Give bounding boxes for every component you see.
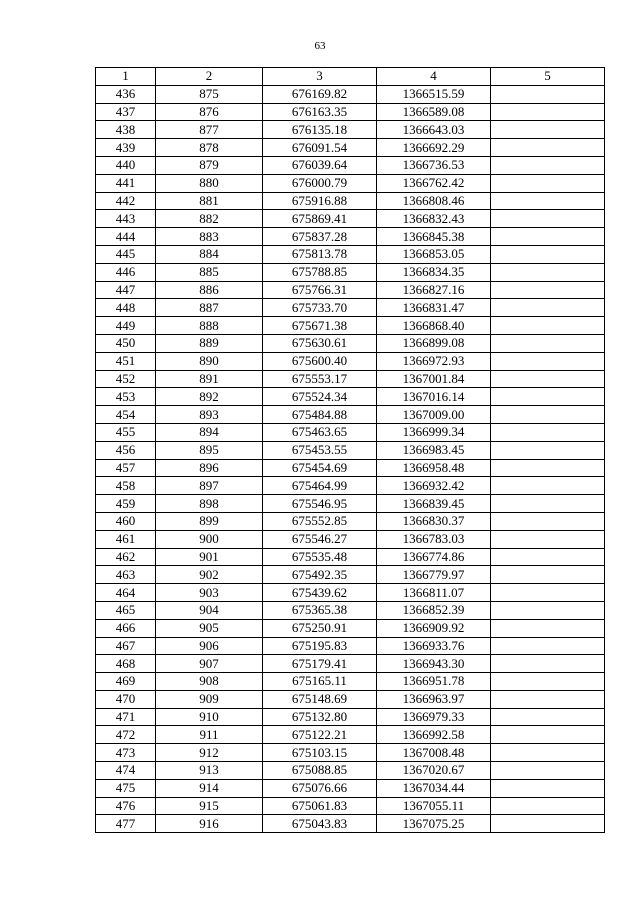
table-cell-col-2: 904 [156, 601, 263, 619]
table-cell-col-4: 1366932.42 [377, 477, 491, 495]
table-cell-col-2: 906 [156, 637, 263, 655]
table-cell-col-3: 676135.18 [263, 121, 377, 139]
table-cell-col-1: 463 [96, 566, 156, 584]
table-cell-col-4: 1366808.46 [377, 192, 491, 210]
table-cell-col-2: 879 [156, 156, 263, 174]
table-cell-col-5 [491, 210, 605, 228]
table-cell-col-2: 901 [156, 548, 263, 566]
table-cell-col-2: 908 [156, 673, 263, 691]
table-cell-col-2: 883 [156, 228, 263, 246]
table-cell-col-1: 470 [96, 690, 156, 708]
table-cell-col-3: 675195.83 [263, 637, 377, 655]
table-cell-col-5 [491, 566, 605, 584]
table-cell-col-1: 439 [96, 139, 156, 157]
table-cell-col-3: 675250.91 [263, 619, 377, 637]
table-cell-col-5 [491, 139, 605, 157]
table-cell-col-5 [491, 477, 605, 495]
column-header-5: 5 [491, 68, 605, 86]
table-cell-col-1: 462 [96, 548, 156, 566]
table-cell-col-3: 676169.82 [263, 85, 377, 103]
table-cell-col-2: 882 [156, 210, 263, 228]
table-cell-col-1: 448 [96, 299, 156, 317]
table-cell-col-4: 1366899.08 [377, 334, 491, 352]
table-row [96, 156, 605, 174]
table-cell-col-3: 675813.78 [263, 245, 377, 263]
table-cell-col-5 [491, 406, 605, 424]
table-cell-col-5 [491, 192, 605, 210]
table-header-row [96, 68, 605, 86]
table-cell-col-4: 1366963.97 [377, 690, 491, 708]
table-cell-col-4: 1367075.25 [377, 815, 491, 833]
table-cell-col-5 [491, 228, 605, 246]
table-cell-col-4: 1367034.44 [377, 779, 491, 797]
table-cell-col-2: 898 [156, 495, 263, 513]
column-header-3: 3 [263, 68, 377, 86]
table-cell-col-2: 913 [156, 762, 263, 780]
table-cell-col-5 [491, 708, 605, 726]
table-row [96, 779, 605, 797]
table-row [96, 406, 605, 424]
table-cell-col-5 [491, 299, 605, 317]
table-cell-col-3: 675552.85 [263, 512, 377, 530]
table-cell-col-1: 476 [96, 797, 156, 815]
table-cell-col-1: 451 [96, 352, 156, 370]
table-cell-col-2: 897 [156, 477, 263, 495]
table-cell-col-1: 475 [96, 779, 156, 797]
table-cell-col-3: 675453.55 [263, 441, 377, 459]
table-cell-col-2: 907 [156, 655, 263, 673]
table-cell-col-4: 1367020.67 [377, 762, 491, 780]
table-row [96, 228, 605, 246]
table-cell-col-2: 914 [156, 779, 263, 797]
table-cell-col-5 [491, 174, 605, 192]
table-body [96, 85, 605, 832]
table-cell-col-5 [491, 352, 605, 370]
table-cell-col-4: 1366834.35 [377, 263, 491, 281]
table-cell-col-5 [491, 334, 605, 352]
table-row [96, 495, 605, 513]
table-cell-col-2: 881 [156, 192, 263, 210]
table-cell-col-2: 895 [156, 441, 263, 459]
table-cell-col-3: 675630.61 [263, 334, 377, 352]
table-cell-col-1: 446 [96, 263, 156, 281]
table-cell-col-3: 675061.83 [263, 797, 377, 815]
table-cell-col-5 [491, 441, 605, 459]
table-cell-col-1: 441 [96, 174, 156, 192]
table-cell-col-2: 878 [156, 139, 263, 157]
coordinates-table [95, 67, 605, 833]
table-cell-col-4: 1367016.14 [377, 388, 491, 406]
table-cell-col-1: 468 [96, 655, 156, 673]
table-cell-col-2: 889 [156, 334, 263, 352]
table-row [96, 762, 605, 780]
table-row [96, 263, 605, 281]
table-cell-col-4: 1366999.34 [377, 423, 491, 441]
table-cell-col-3: 675733.70 [263, 299, 377, 317]
table-cell-col-3: 675088.85 [263, 762, 377, 780]
table-row [96, 477, 605, 495]
table-cell-col-4: 1366909.92 [377, 619, 491, 637]
table-cell-col-5 [491, 584, 605, 602]
table-cell-col-1: 467 [96, 637, 156, 655]
table-cell-col-4: 1366692.29 [377, 139, 491, 157]
table-cell-col-2: 902 [156, 566, 263, 584]
table-cell-col-1: 449 [96, 317, 156, 335]
table-cell-col-5 [491, 121, 605, 139]
table-row [96, 530, 605, 548]
table-cell-col-4: 1366830.37 [377, 512, 491, 530]
table-cell-col-5 [491, 655, 605, 673]
table-cell-col-4: 1366951.78 [377, 673, 491, 691]
table-row [96, 673, 605, 691]
table-cell-col-2: 890 [156, 352, 263, 370]
table-cell-col-3: 675766.31 [263, 281, 377, 299]
table-row [96, 139, 605, 157]
table-cell-col-4: 1366515.59 [377, 85, 491, 103]
table-cell-col-3: 675546.27 [263, 530, 377, 548]
table-cell-col-3: 675553.17 [263, 370, 377, 388]
table-cell-col-5 [491, 388, 605, 406]
table-cell-col-1: 465 [96, 601, 156, 619]
table-cell-col-2: 880 [156, 174, 263, 192]
table-cell-col-5 [491, 726, 605, 744]
table-cell-col-5 [491, 815, 605, 833]
table-cell-col-5 [491, 423, 605, 441]
table-cell-col-4: 1366979.33 [377, 708, 491, 726]
table-cell-col-2: 877 [156, 121, 263, 139]
table-row [96, 370, 605, 388]
table-cell-col-4: 1366852.39 [377, 601, 491, 619]
table-cell-col-1: 477 [96, 815, 156, 833]
table-cell-col-1: 452 [96, 370, 156, 388]
table-cell-col-1: 461 [96, 530, 156, 548]
table-cell-col-3: 675463.65 [263, 423, 377, 441]
table-cell-col-3: 676000.79 [263, 174, 377, 192]
table-row [96, 797, 605, 815]
table-cell-col-2: 915 [156, 797, 263, 815]
table-row [96, 566, 605, 584]
table-cell-col-5 [491, 495, 605, 513]
table-cell-col-3: 675916.88 [263, 192, 377, 210]
table-row [96, 192, 605, 210]
table-cell-col-5 [491, 245, 605, 263]
table-cell-col-2: 896 [156, 459, 263, 477]
table-cell-col-4: 1366779.97 [377, 566, 491, 584]
table-row [96, 174, 605, 192]
table-cell-col-4: 1367008.48 [377, 744, 491, 762]
table-row [96, 548, 605, 566]
table-cell-col-4: 1366832.43 [377, 210, 491, 228]
table-cell-col-2: 899 [156, 512, 263, 530]
table-cell-col-4: 1367055.11 [377, 797, 491, 815]
table-cell-col-3: 675103.15 [263, 744, 377, 762]
table-cell-col-4: 1366933.76 [377, 637, 491, 655]
table-cell-col-2: 884 [156, 245, 263, 263]
table-cell-col-5 [491, 85, 605, 103]
table-cell-col-5 [491, 459, 605, 477]
table-cell-col-3: 675365.38 [263, 601, 377, 619]
table-cell-col-3: 675076.66 [263, 779, 377, 797]
table-cell-col-3: 675671.38 [263, 317, 377, 335]
table-cell-col-4: 1366783.03 [377, 530, 491, 548]
table-cell-col-3: 675148.69 [263, 690, 377, 708]
table-row [96, 245, 605, 263]
table-row [96, 103, 605, 121]
table-cell-col-1: 450 [96, 334, 156, 352]
table-cell-col-4: 1366853.05 [377, 245, 491, 263]
table-cell-col-3: 675535.48 [263, 548, 377, 566]
table-cell-col-4: 1366958.48 [377, 459, 491, 477]
table-cell-col-5 [491, 548, 605, 566]
table-cell-col-3: 675132.80 [263, 708, 377, 726]
table-row [96, 423, 605, 441]
column-header-2: 2 [156, 68, 263, 86]
table-row [96, 299, 605, 317]
table-row [96, 121, 605, 139]
column-header-4: 4 [377, 68, 491, 86]
table-cell-col-2: 876 [156, 103, 263, 121]
table-cell-col-5 [491, 263, 605, 281]
table-cell-col-3: 675484.88 [263, 406, 377, 424]
table-cell-col-2: 909 [156, 690, 263, 708]
table-cell-col-4: 1366736.53 [377, 156, 491, 174]
table-cell-col-4: 1366983.45 [377, 441, 491, 459]
table-cell-col-2: 885 [156, 263, 263, 281]
table-cell-col-4: 1367009.00 [377, 406, 491, 424]
table-cell-col-2: 911 [156, 726, 263, 744]
table-cell-col-3: 676163.35 [263, 103, 377, 121]
table-cell-col-5 [491, 744, 605, 762]
table-cell-col-1: 464 [96, 584, 156, 602]
table-cell-col-2: 912 [156, 744, 263, 762]
table-row [96, 441, 605, 459]
table-cell-col-5 [491, 779, 605, 797]
table-cell-col-4: 1366827.16 [377, 281, 491, 299]
table-cell-col-4: 1366943.30 [377, 655, 491, 673]
table-cell-col-2: 905 [156, 619, 263, 637]
table-cell-col-5 [491, 601, 605, 619]
page-number: 63 [314, 40, 326, 52]
table-cell-col-3: 675600.40 [263, 352, 377, 370]
table-cell-col-1: 472 [96, 726, 156, 744]
table-row [96, 726, 605, 744]
table-cell-col-3: 675439.62 [263, 584, 377, 602]
table-cell-col-3: 675837.28 [263, 228, 377, 246]
table-cell-col-3: 675788.85 [263, 263, 377, 281]
table-cell-col-4: 1366839.45 [377, 495, 491, 513]
column-header-1: 1 [96, 68, 156, 86]
table-cell-col-1: 474 [96, 762, 156, 780]
table-cell-col-5 [491, 281, 605, 299]
table-cell-col-2: 888 [156, 317, 263, 335]
table-cell-col-2: 893 [156, 406, 263, 424]
table-cell-col-5 [491, 673, 605, 691]
table-cell-col-4: 1366643.03 [377, 121, 491, 139]
table-cell-col-1: 454 [96, 406, 156, 424]
table-cell-col-3: 675179.41 [263, 655, 377, 673]
table-cell-col-3: 675043.83 [263, 815, 377, 833]
table-cell-col-1: 443 [96, 210, 156, 228]
table-row [96, 352, 605, 370]
table-cell-col-4: 1367001.84 [377, 370, 491, 388]
table-cell-col-4: 1366831.47 [377, 299, 491, 317]
table-cell-col-4: 1366589.08 [377, 103, 491, 121]
table-cell-col-1: 437 [96, 103, 156, 121]
table-cell-col-2: 903 [156, 584, 263, 602]
table-cell-col-5 [491, 103, 605, 121]
table-cell-col-5 [491, 762, 605, 780]
table-row [96, 512, 605, 530]
table-cell-col-4: 1366845.38 [377, 228, 491, 246]
table-cell-col-3: 675492.35 [263, 566, 377, 584]
table-cell-col-5 [491, 512, 605, 530]
table-cell-col-1: 440 [96, 156, 156, 174]
table-cell-col-3: 675546.95 [263, 495, 377, 513]
table-row [96, 459, 605, 477]
table-cell-col-1: 442 [96, 192, 156, 210]
table-cell-col-2: 900 [156, 530, 263, 548]
table-cell-col-4: 1366811.07 [377, 584, 491, 602]
table-row [96, 388, 605, 406]
table-cell-col-3: 675122.21 [263, 726, 377, 744]
table-cell-col-3: 676039.64 [263, 156, 377, 174]
table-cell-col-5 [491, 156, 605, 174]
table-row [96, 317, 605, 335]
table-cell-col-1: 458 [96, 477, 156, 495]
table-cell-col-2: 894 [156, 423, 263, 441]
table-row [96, 637, 605, 655]
table-cell-col-1: 453 [96, 388, 156, 406]
table-cell-col-2: 886 [156, 281, 263, 299]
table-cell-col-2: 887 [156, 299, 263, 317]
table-cell-col-3: 675454.69 [263, 459, 377, 477]
table-cell-col-2: 916 [156, 815, 263, 833]
table-cell-col-1: 457 [96, 459, 156, 477]
table-row [96, 815, 605, 833]
table-row [96, 601, 605, 619]
table-cell-col-2: 892 [156, 388, 263, 406]
table-row [96, 584, 605, 602]
table-cell-col-3: 675165.11 [263, 673, 377, 691]
table-cell-col-2: 875 [156, 85, 263, 103]
table-cell-col-4: 1366762.42 [377, 174, 491, 192]
table-cell-col-1: 436 [96, 85, 156, 103]
table-cell-col-1: 471 [96, 708, 156, 726]
table-cell-col-3: 675464.99 [263, 477, 377, 495]
table-cell-col-1: 459 [96, 495, 156, 513]
table-row [96, 281, 605, 299]
table-cell-col-1: 460 [96, 512, 156, 530]
table-row [96, 690, 605, 708]
table-cell-col-4: 1366868.40 [377, 317, 491, 335]
table-cell-col-4: 1366992.58 [377, 726, 491, 744]
table-cell-col-1: 469 [96, 673, 156, 691]
table-cell-col-1: 438 [96, 121, 156, 139]
table-cell-col-2: 891 [156, 370, 263, 388]
table-cell-col-2: 910 [156, 708, 263, 726]
table-row [96, 334, 605, 352]
table-cell-col-5 [491, 530, 605, 548]
table-row [96, 744, 605, 762]
table-cell-col-4: 1366774.86 [377, 548, 491, 566]
table-cell-col-1: 473 [96, 744, 156, 762]
table-row [96, 210, 605, 228]
table-cell-col-1: 444 [96, 228, 156, 246]
table-cell-col-1: 456 [96, 441, 156, 459]
table-cell-col-3: 675869.41 [263, 210, 377, 228]
table-cell-col-5 [491, 317, 605, 335]
table-cell-col-1: 455 [96, 423, 156, 441]
table-row [96, 708, 605, 726]
table-cell-col-4: 1366972.93 [377, 352, 491, 370]
table-row [96, 655, 605, 673]
table-cell-col-1: 466 [96, 619, 156, 637]
table-cell-col-5 [491, 619, 605, 637]
table-row [96, 85, 605, 103]
table-cell-col-5 [491, 797, 605, 815]
table-cell-col-5 [491, 690, 605, 708]
table-cell-col-1: 445 [96, 245, 156, 263]
table-cell-col-3: 675524.34 [263, 388, 377, 406]
table-row [96, 619, 605, 637]
table-cell-col-1: 447 [96, 281, 156, 299]
table-cell-col-5 [491, 370, 605, 388]
table-cell-col-3: 676091.54 [263, 139, 377, 157]
table-cell-col-5 [491, 637, 605, 655]
